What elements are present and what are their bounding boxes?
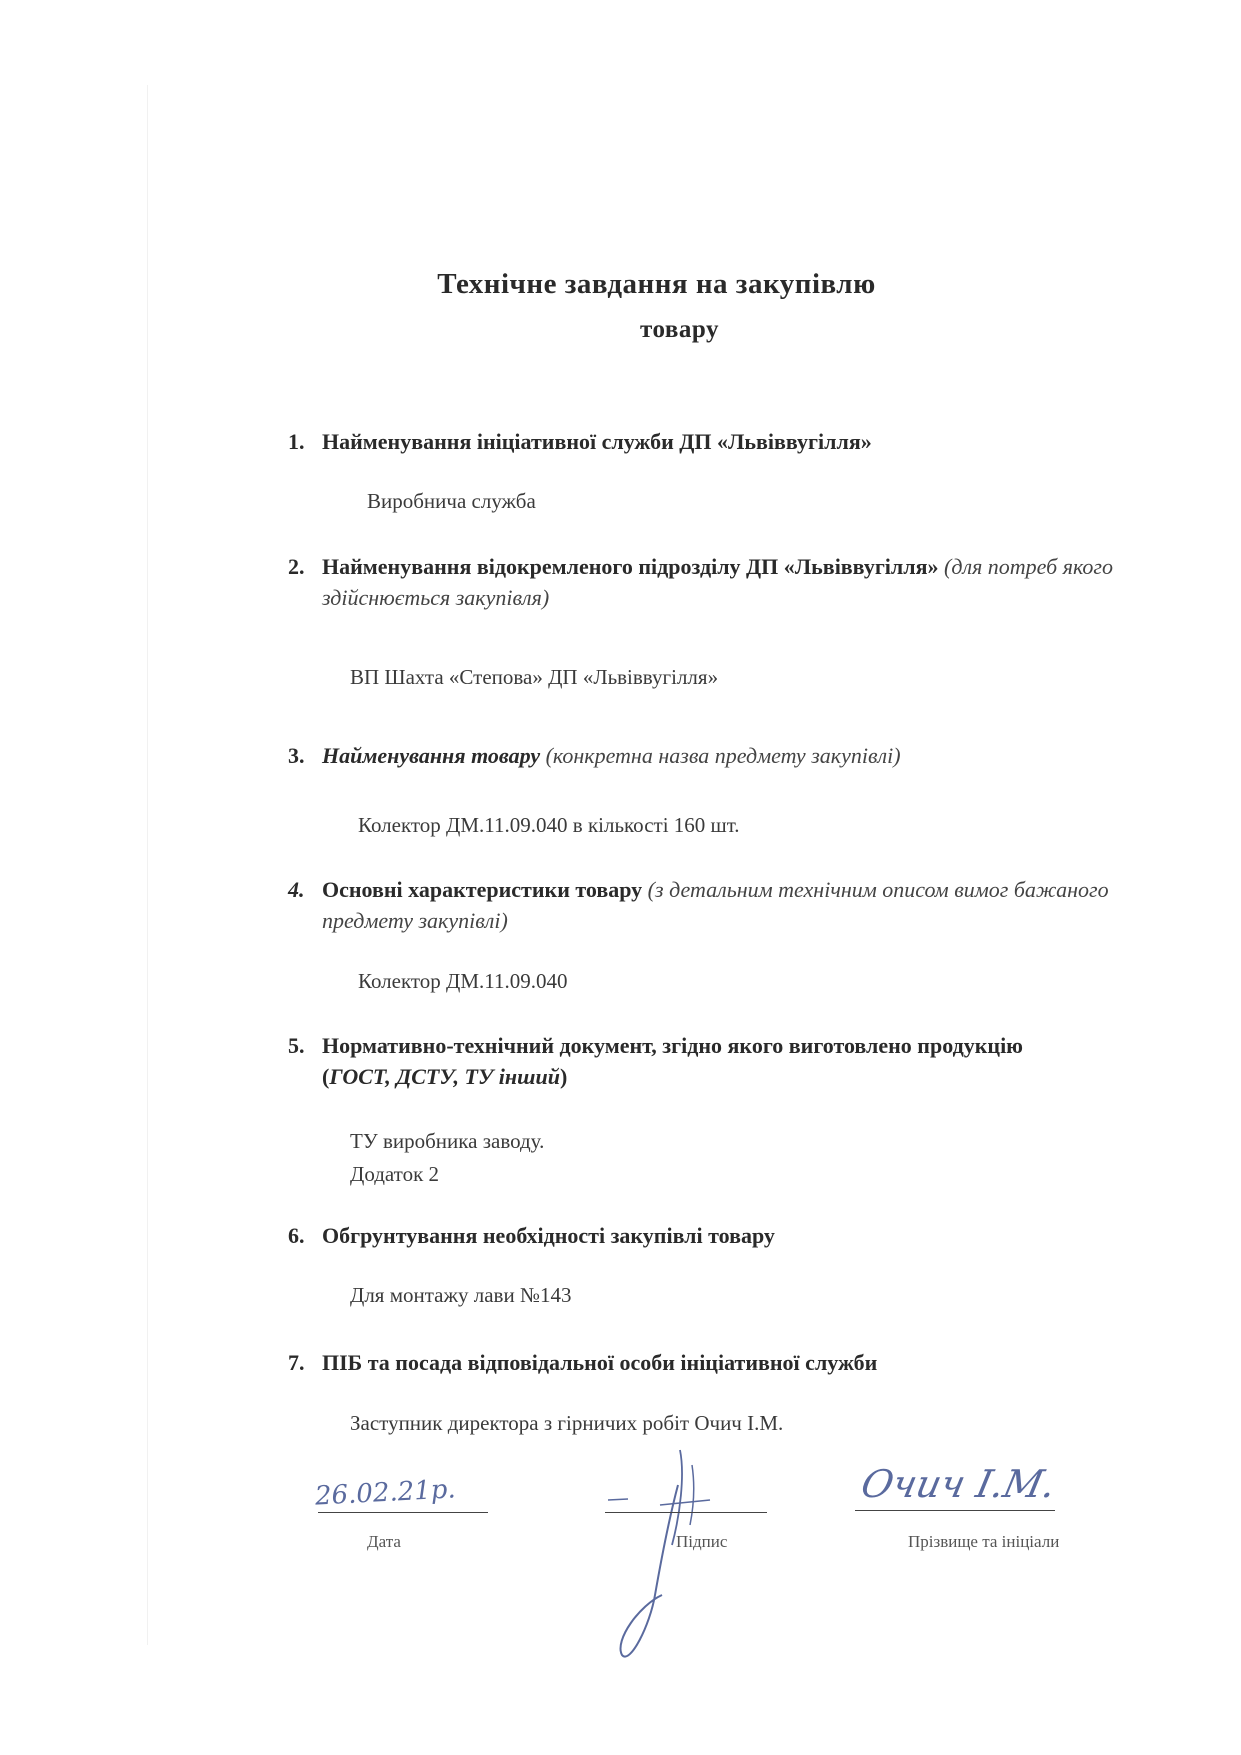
section-7-answer: Заступник директора з гірничих робіт Очич І.М. (350, 1411, 784, 1435)
section-3-title: Найменування товару (322, 743, 541, 768)
section-2-title: Найменування відокремленого підрозділу ДП «Львіввугілля» (322, 554, 939, 579)
handwritten-signature (600, 1445, 760, 1665)
section-3-heading (288, 740, 1162, 771)
section-5-heading (288, 1030, 1082, 1092)
section-5-standards: ГОСТ, ДСТУ, ТУ інший (329, 1064, 560, 1089)
section-7-heading (288, 1347, 1162, 1378)
section-5-answer-line1: ТУ виробника заводу. (350, 1129, 545, 1153)
handwritten-date: 26.02.21р. (314, 1474, 457, 1512)
section-4-note: (з детальним технічним описом вимог бажаного предмету закупівлі) (322, 877, 1109, 933)
date-line (318, 1512, 488, 1513)
name-line (855, 1510, 1055, 1511)
section-4-title: Основні характеристики товару (322, 877, 643, 902)
section-2-answer: ВП Шахта «Степова» ДП «Львіввугілля» (350, 665, 719, 689)
date-caption: Дата (367, 1532, 401, 1551)
section-6-title: Обгрунтування необхідності закупівлі товару (322, 1223, 775, 1248)
section-4-number: 4. (288, 877, 305, 902)
section-6-number: 6. (288, 1223, 305, 1248)
section-5-title-end: ) (559, 1064, 568, 1089)
section-1-title: Найменування ініціативної служби ДП «Львіввугілля» (322, 429, 872, 454)
section-3-note: (конкретна назва предмету закупівлі) (545, 743, 901, 768)
section-1-answer: Виробнича служба (367, 489, 536, 513)
document-title: Технічне завдання на закупівлю (437, 268, 876, 300)
section-1-number: 1. (288, 429, 305, 454)
section-2-number: 2. (288, 554, 305, 579)
section-1-heading (288, 426, 1162, 457)
document-title-continued: товару (640, 316, 719, 343)
section-7-title: ПІБ та посада відповідальної особи ініціативної служби (322, 1350, 878, 1375)
section-3-number: 3. (288, 743, 305, 768)
section-6-answer: Для монтажу лави №143 (350, 1283, 572, 1307)
section-6-heading (288, 1220, 1162, 1251)
section-3-answer: Колектор ДМ.11.09.040 в кількості 160 шт. (358, 813, 740, 837)
section-2-note: (для потреб якого здійснюється закупівля) (322, 554, 1113, 610)
section-4-answer: Колектор ДМ.11.09.040 (358, 969, 568, 993)
section-4-heading (288, 874, 1162, 936)
name-caption: Прізвище та ініціали (908, 1532, 1060, 1551)
signature-caption: Підпис (676, 1532, 728, 1551)
section-5-number: 5. (288, 1033, 305, 1058)
section-2-heading (288, 551, 1162, 613)
section-5-answer-line2: Додаток 2 (350, 1162, 440, 1186)
section-5-title: Нормативно-технічний документ, згідно якого виготовлено продукцію ( (322, 1033, 1023, 1089)
section-7-number: 7. (288, 1350, 305, 1375)
handwritten-name: Очич І.М. (857, 1462, 1060, 1506)
signature-line (605, 1512, 767, 1513)
